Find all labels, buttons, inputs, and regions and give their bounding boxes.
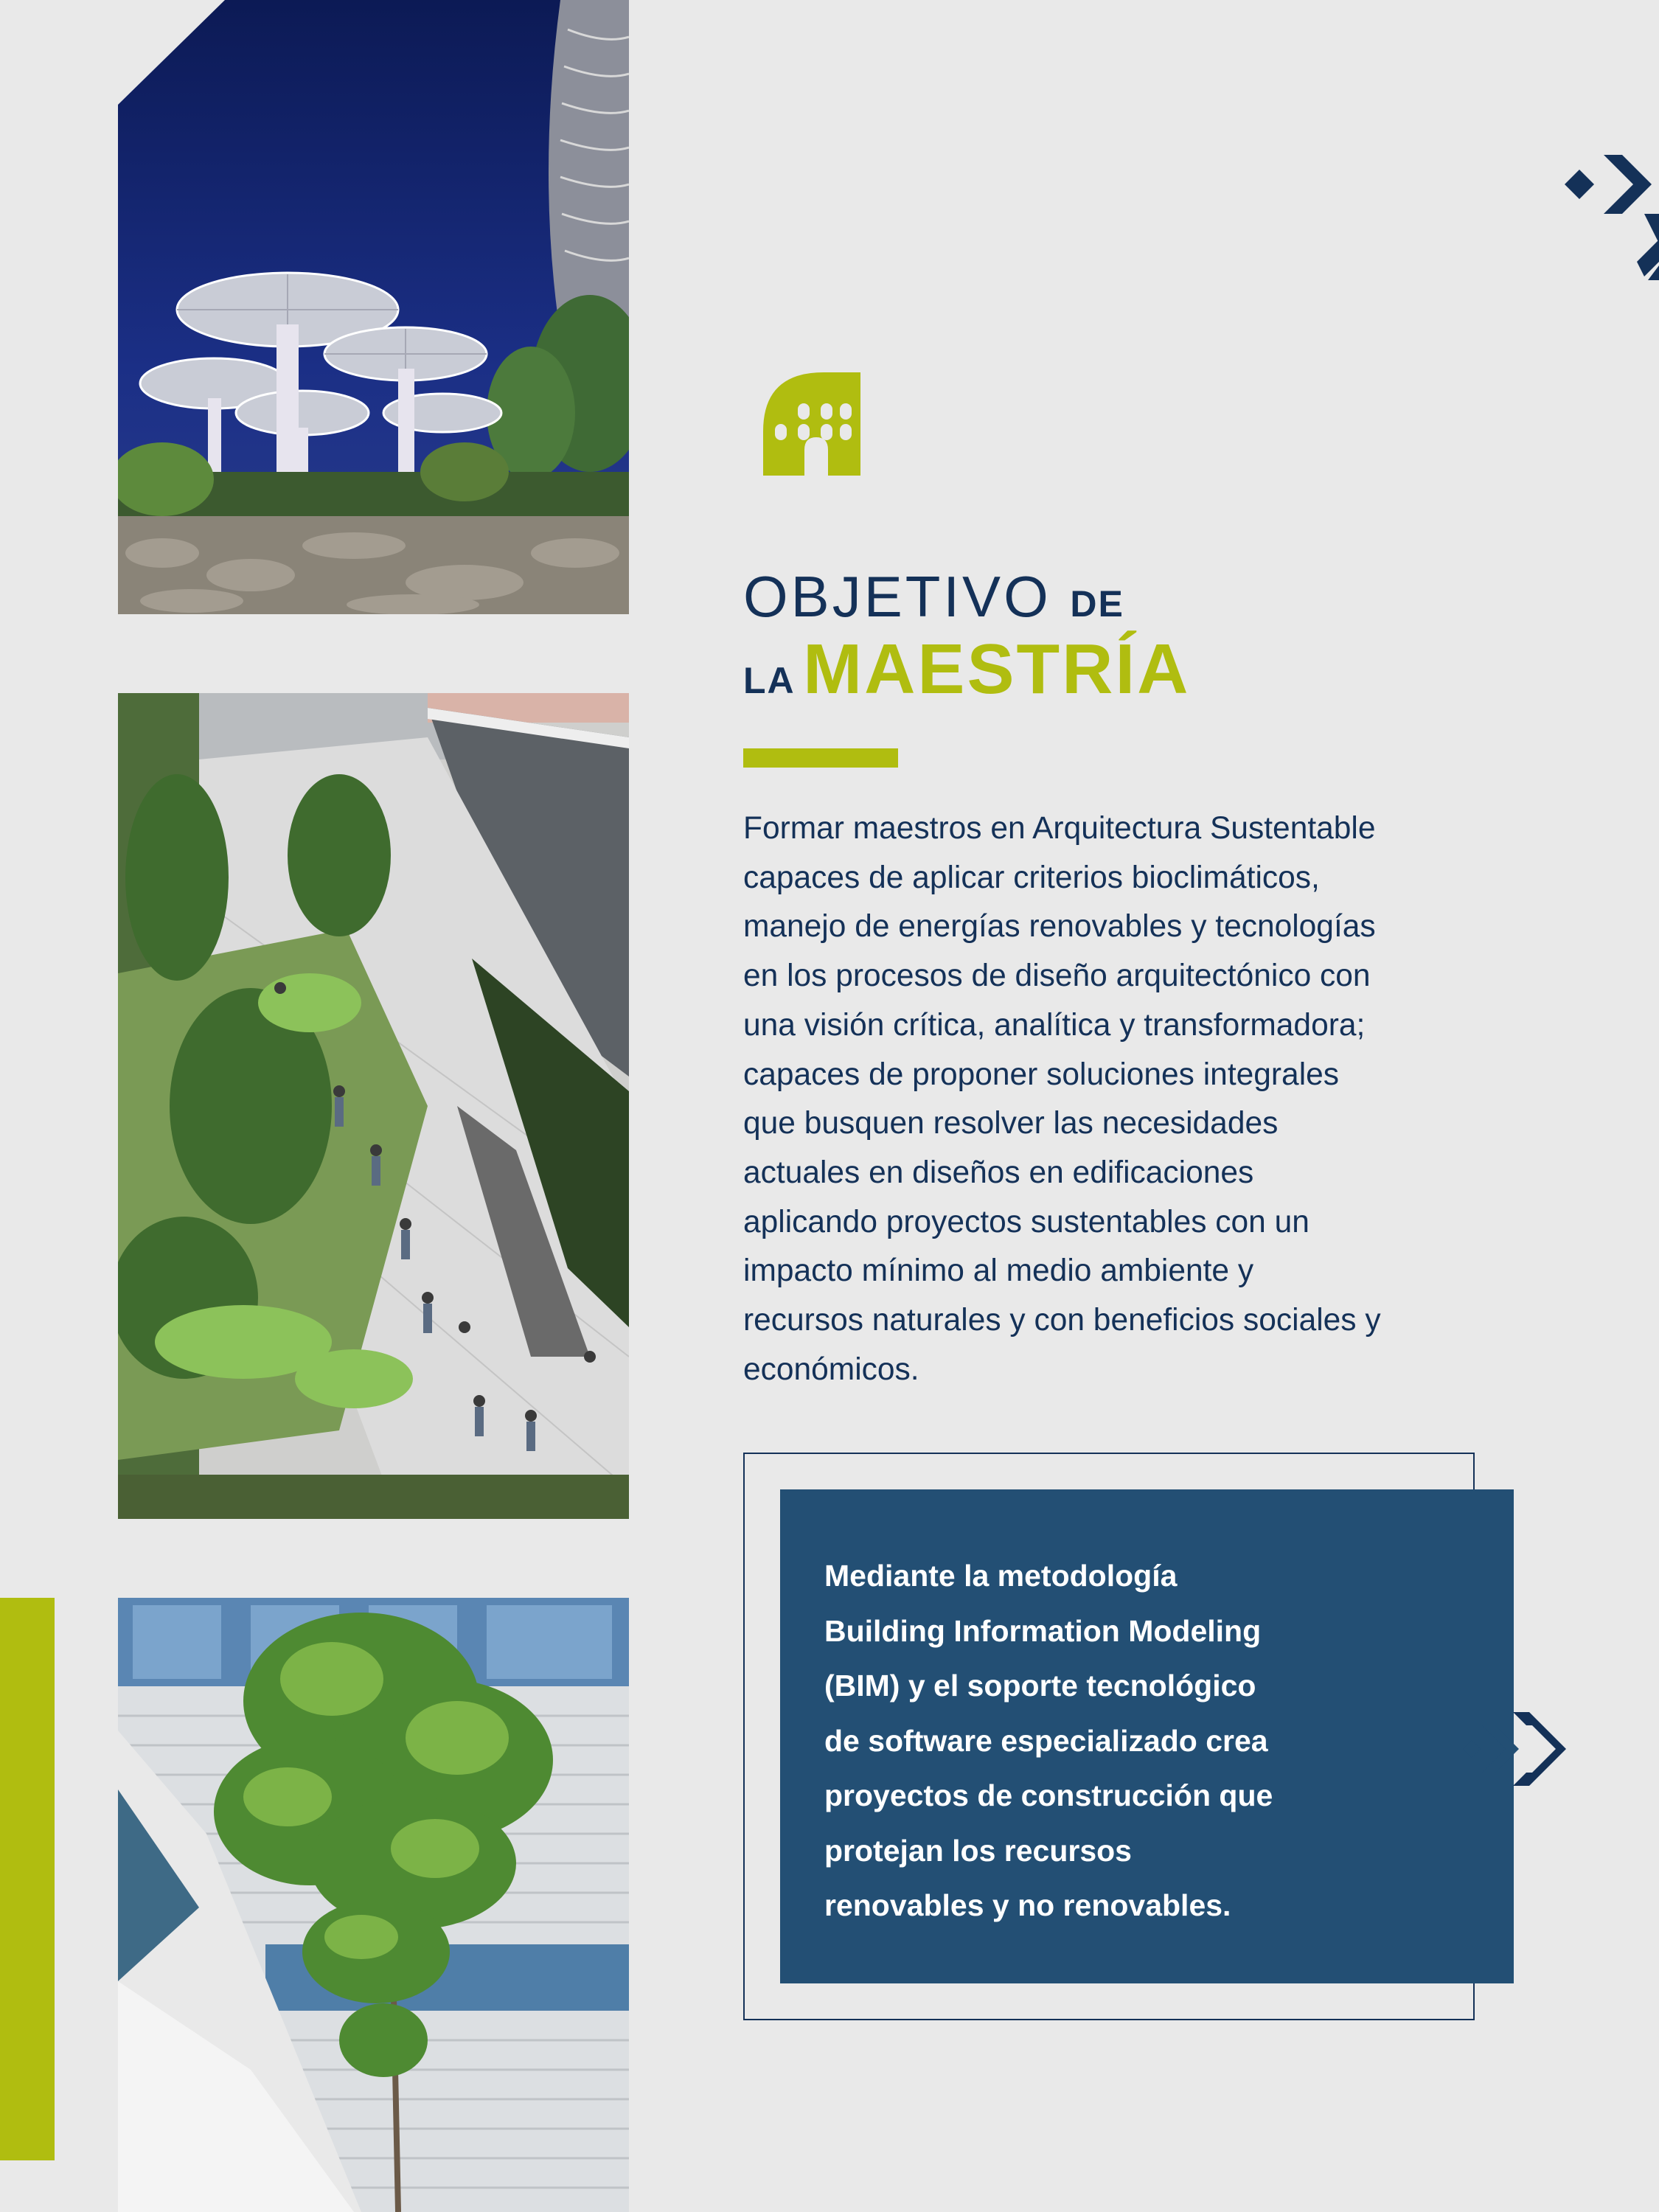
body-line: una visión crítica, analítica y transformadora; (743, 1007, 1366, 1043)
callout-line: de software especializado crea (824, 1723, 1268, 1758)
body-line: que busquen resolver las necesidades (743, 1106, 1279, 1141)
body-line: en los procesos de diseño arquitectónico con (743, 959, 1371, 994)
building-leaf-icon (757, 372, 860, 476)
bim-callout-box (780, 1489, 1514, 1983)
accent-bar-left (0, 1598, 55, 2160)
callout-line: (BIM) y el soporte tecnológico (824, 1669, 1256, 1703)
body-line: recursos naturales y con beneficios sociales y (743, 1303, 1381, 1338)
body-line: capaces de aplicar criterios bioclimáticos, (743, 860, 1320, 895)
callout-line: Building Information Modeling (824, 1613, 1262, 1648)
body-line: impacto mínimo al medio ambiente y (743, 1253, 1254, 1289)
callout-line: Mediante la metodología (824, 1559, 1178, 1593)
photo-tree-modern-building (118, 1598, 629, 2212)
heading-underline (743, 748, 898, 768)
body-line: manejo de energías renovables y tecnologías (743, 909, 1376, 945)
photo-courtyard-garden (118, 693, 629, 1519)
callout-line: proyectos de construcción que (824, 1778, 1273, 1812)
heading-word-objetivo: OBJETIVO (743, 564, 1051, 629)
photo-solar-trees-night (118, 0, 629, 614)
body-line: económicos. (743, 1352, 919, 1387)
callout-line: protejan los recursos (824, 1833, 1132, 1868)
section-heading (743, 564, 1191, 709)
chevron-arrows-icon (1563, 133, 1659, 280)
heading-word-maestria: MAESTRÍA (803, 630, 1191, 709)
chevron-arrows-icon (1460, 1696, 1571, 1806)
bim-callout-text (824, 1548, 1470, 1933)
objective-paragraph (743, 804, 1554, 1394)
heading-word-la: LA (743, 660, 796, 701)
body-line: Formar maestros en Arquitectura Sustentable (743, 811, 1376, 846)
callout-line: renovables y no renovables. (824, 1888, 1231, 1922)
body-line: capaces de proponer soluciones integrales (743, 1057, 1340, 1092)
heading-word-de: DE (1070, 583, 1124, 625)
body-line: aplicando proyectos sustentables con un (743, 1204, 1310, 1239)
body-line: actuales en diseños en edificaciones (743, 1155, 1254, 1190)
